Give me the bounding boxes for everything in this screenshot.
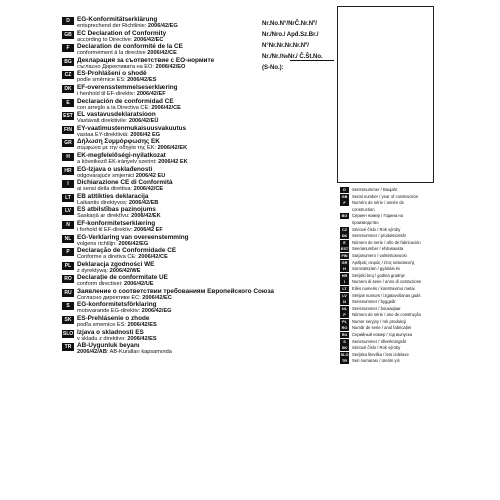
directive-number: 2006/42 EU: [135, 172, 166, 179]
country-code-badge: RO: [341, 326, 348, 331]
serial-label: Αριθμός σειράς / έτος κατασκευής: [352, 259, 415, 265]
directive-number: 2006/42/CE: [133, 186, 164, 193]
country-code-badge: D: [62, 17, 74, 25]
directive-line: [77, 308, 332, 315]
country-code-badge: FIN: [63, 126, 73, 133]
declaration-title: Dichiarazione CE di Conformità: [77, 179, 173, 187]
declaration-title: Заявление о соответствии требованиям Европейского Союза: [77, 287, 274, 295]
declaration-title: Declaração de Conformidade CE: [77, 247, 177, 255]
directive-number: 2006/42 EK: [158, 158, 188, 165]
number-line: Nr./Nro./ Apđ.Sz.Br./: [262, 32, 319, 38]
declaration-entry: [62, 152, 332, 166]
serial-label: Serienummer / tillverkningsår: [352, 338, 407, 344]
declaration-text: [77, 247, 332, 261]
country-code-badge: EST: [340, 247, 349, 252]
country-code-badge: LV: [62, 207, 74, 215]
country-code-badge: GB: [341, 194, 348, 199]
declaration-text: [77, 329, 332, 343]
country-code-badge: SK: [341, 346, 348, 351]
directive-number: 2006/42/EB: [128, 199, 159, 206]
serial-label: Número de serie / año de fabricación: [352, 239, 421, 245]
directive-number: 2006/42/ΕΚ: [157, 145, 188, 152]
directive-number: 2006/42/EO: [155, 63, 186, 70]
directive-line: [77, 77, 332, 84]
country-code-badge: GR: [341, 260, 348, 265]
serial-no-label: (S-No.):: [262, 65, 284, 71]
directive-line: [77, 50, 332, 57]
declaration-entry: [62, 315, 332, 329]
serial-row: [340, 325, 450, 331]
declaration-text: [77, 98, 332, 112]
country-code-badge: GB: [62, 31, 74, 39]
country-code-badge: I: [62, 180, 74, 188]
country-code-badge: PL: [62, 262, 74, 270]
declarations-list: [62, 16, 332, 356]
declaration-text: [77, 342, 332, 356]
country-code-badge: HR: [62, 167, 74, 175]
directive-text: according to Directive:: [77, 36, 134, 43]
directive-text: i henhold til EF-direktiv:: [77, 90, 137, 97]
directive-text: Laikantis direktyvos:: [77, 199, 129, 206]
serial-row: [340, 213, 450, 219]
declaration-title: EK-megfelelőségi-nyilatkozat: [77, 151, 166, 159]
directive-number: 2006/42/EC: [142, 294, 172, 301]
serial-row: [340, 246, 450, 252]
directive-line: [77, 295, 332, 302]
country-code-badge: S: [340, 339, 349, 345]
directive-number: 2006/42 EF: [133, 226, 163, 233]
directive-text: motsvarande EG-direktiv:: [77, 308, 142, 315]
country-code-badge: F: [340, 200, 349, 206]
serial-row: [340, 358, 450, 364]
declaration-text: [77, 152, 332, 166]
declaration-title: ES-Prohlášení o shodě: [77, 70, 147, 78]
directive-number: 2006/42/EC: [133, 36, 164, 43]
declaration-title: AB-Uygunluk beyanı: [77, 342, 140, 350]
serial-label: Serijski broj / godina gradnje: [352, 272, 405, 278]
country-code-badge: BG: [62, 58, 74, 66]
directive-text: con arreglo a la Directiva CE:: [77, 104, 152, 111]
declaration-text: [77, 234, 332, 248]
directive-number: 2006/42/WE: [109, 267, 141, 274]
serial-label: Numer seryjny / rok produkcji: [352, 318, 407, 324]
directive-number: 2006/42/ES: [127, 335, 157, 342]
serial-label: Sorozatszám / gyártási év: [352, 266, 401, 272]
serial-row: [340, 187, 450, 193]
directive-line: [77, 173, 332, 180]
declaration-text: [77, 84, 332, 98]
serial-label: Număr de serie / anul fabricației: [352, 325, 412, 331]
directive-number: 2006/42/CE: [138, 254, 168, 261]
declaration-entry: [62, 288, 332, 302]
serial-row: [340, 332, 450, 338]
country-code-badge: RO: [62, 275, 74, 283]
serial-row: [340, 266, 450, 272]
declaration-title: Declarație de conformitate UE: [77, 274, 168, 282]
declaration-entry: [62, 261, 332, 275]
serial-row: [340, 339, 450, 345]
directive-text: : AB-Kuralları kapsamında: [106, 349, 172, 356]
directive-number: 2006/42/EÜ: [128, 118, 159, 125]
serial-row: [340, 279, 450, 285]
directive-line: [77, 64, 332, 71]
declaration-text: [77, 166, 332, 180]
declaration-title: Declaration de conformité de la CE: [77, 43, 183, 51]
country-code-badge: SLO: [340, 352, 349, 357]
declaration-entry: [62, 220, 332, 234]
directive-line: [77, 227, 332, 234]
serial-row: [340, 306, 450, 312]
serial-row: [340, 207, 450, 213]
serial-row: [340, 200, 450, 206]
directive-number: 2006/42 EG: [130, 131, 161, 138]
directive-line: [77, 200, 332, 207]
country-code-badge: FIN: [341, 253, 348, 258]
directive-text: vastaa EY-direktiiviä:: [77, 131, 131, 138]
serial-label: Numero di serie / anno di costruzione: [352, 279, 422, 285]
country-code-badge: LT: [62, 194, 74, 202]
serial-number-box: [337, 6, 434, 183]
serial-row: [340, 319, 450, 325]
declaration-title: EG-Izjava o usklađenosti: [77, 165, 153, 173]
country-code-badge: N: [340, 299, 349, 305]
serial-row: [340, 352, 450, 358]
directive-line: [77, 105, 332, 112]
serial-label: Серийный номер / год выпуска: [352, 332, 413, 338]
country-code-badge: NL: [62, 235, 74, 243]
serial-label: Seri numarası / üretim yılı: [352, 358, 400, 364]
serial-label: Serienummer / byggeår: [352, 299, 396, 305]
serial-row: [340, 299, 450, 305]
directive-number: 2006/42/CE: [147, 50, 177, 57]
declaration-text: [77, 70, 332, 84]
country-code-badge: H: [340, 266, 349, 272]
serial-label: Sarjanumero / valmistusvuosi: [352, 252, 407, 258]
directive-text: volgens richtlijn:: [77, 240, 119, 247]
declaration-text: [77, 220, 332, 234]
serial-label: Сериен номер / Година на: [352, 213, 403, 219]
country-code-badge: LV: [340, 293, 349, 299]
declaration-title: Декларация за съответствие с ЕО-нормите: [77, 56, 215, 64]
directive-text: съгласно Директивата на ЕО:: [77, 63, 156, 70]
directive-line: [77, 268, 332, 275]
directive-line: [77, 349, 332, 356]
declaration-title: Δήλωση Συμμόρφωσης ΕΚ: [77, 138, 160, 146]
number-line: Nr.No.N°/NrČ.Nr.Nº/: [262, 21, 317, 27]
declaration-entry: [62, 301, 332, 315]
directive-number: 2006/42/EG: [147, 23, 178, 29]
declaration-title: EF-overensstemmelseserklæring: [77, 83, 178, 91]
declaration-title: EY-vaatimustenmukaisuusvakuutus: [77, 124, 187, 132]
declaration-title: ES atbilstības paziņojums: [77, 206, 156, 214]
declaration-text: [77, 57, 332, 71]
country-code-badge: SK: [62, 316, 74, 324]
declaration-text: [77, 125, 332, 139]
number-line: Nr./Nr./№Nr./ Č.Št.No.: [262, 54, 323, 60]
declaration-title: EC Declaration of Conformity: [77, 29, 167, 37]
directive-text: Conforme a diretiva CE:: [77, 254, 139, 261]
directive-text: ai sensi della direttiva:: [77, 186, 134, 193]
declaration-title: EG-konformitetsförklaring: [77, 301, 157, 309]
declaration-entry: [62, 111, 332, 125]
declaration-title: EL vastavusdeklaratsioon: [77, 111, 156, 119]
directive-line: [77, 322, 332, 329]
directive-text: v skladu z direktivo:: [77, 335, 128, 342]
declaration-entry: [62, 179, 332, 193]
declaration-text: [77, 16, 332, 30]
directive-line: [77, 23, 332, 30]
country-code-badge: [340, 207, 349, 213]
directive-number: 2006/42/CE: [151, 104, 181, 111]
declaration-entry: [62, 274, 332, 288]
directive-text: entsprechend der Richtlinie:: [77, 23, 148, 29]
directive-text: Vastavalt direktiivile:: [77, 118, 129, 125]
country-code-badge: DK: [341, 234, 348, 239]
directive-number: 2006/42/AB: [77, 349, 107, 356]
declaration-entry: [62, 57, 332, 71]
serial-label: Serijska številka / leto izdelave: [352, 351, 409, 357]
directive-line: [77, 118, 332, 125]
declaration-text: [77, 138, 332, 152]
serial-label: Sērijas numurs / izgatavošanas gads: [352, 292, 421, 298]
declaration-title: EF-konformitetserklæring: [77, 219, 156, 227]
declaration-text: [77, 193, 332, 207]
country-code-badge: GR: [62, 139, 74, 147]
serial-label: Numéro de série / année de: [352, 200, 404, 206]
country-code-badge: NL: [341, 306, 348, 311]
declaration-text: [77, 30, 332, 44]
serial-label: Serial number / year of construction: [352, 193, 419, 199]
serial-row: [340, 233, 450, 239]
serial-label: construction: [352, 206, 375, 212]
declaration-text: [77, 179, 332, 193]
directive-text: odgovarajuće smjernici: [77, 172, 136, 179]
serial-row: [340, 260, 450, 266]
directive-line: [77, 91, 332, 98]
declaration-title: ES-Prehlásenie o zhode: [77, 315, 150, 323]
country-code-badge: P: [340, 312, 349, 318]
declaration-entry: [62, 43, 332, 57]
country-code-badge: TR: [341, 359, 348, 364]
country-code-badge: CZ: [62, 71, 74, 79]
country-code-badge: H: [62, 153, 74, 161]
declaration-entry: [62, 16, 332, 30]
directive-text: σύμφωνα με την οδηγία της ΕΚ:: [77, 145, 158, 152]
directive-line: [77, 254, 332, 261]
country-code-badge: LT: [340, 286, 349, 292]
directive-number: 2006/42/UE: [123, 281, 154, 288]
declaration-entry: [62, 234, 332, 248]
directive-text: i forhold til EF-direktiv:: [77, 226, 134, 233]
declaration-text: [77, 274, 332, 288]
serial-label: Serienummer / bouwwjaar: [352, 305, 401, 311]
serial-label: производство: [352, 219, 379, 225]
country-code-badge: BG: [341, 214, 348, 219]
country-code-badge: PL: [340, 319, 349, 325]
declaration-entry: [62, 125, 332, 139]
declaration-entry: [62, 70, 332, 84]
declaration-entry: [62, 247, 332, 261]
directive-text: conformément à la directive: [77, 50, 148, 57]
declaration-entry: [62, 98, 332, 112]
country-code-badge: E: [340, 240, 349, 246]
directive-number: 2006/42/ES: [127, 322, 157, 329]
declaration-entry: [62, 206, 332, 220]
serial-label: Eilės numeris / konstravimo metai: [352, 285, 415, 291]
country-code-badge: D: [340, 187, 349, 193]
serial-row: [340, 227, 450, 233]
directive-text: a következő EK-irányelv szerint:: [77, 158, 159, 165]
declaration-entry: [62, 30, 332, 44]
directive-line: [77, 213, 332, 220]
declaration-text: [77, 288, 332, 302]
declaration-title: Declaración de conformidad CE: [77, 97, 174, 105]
country-code-badge: F: [62, 44, 74, 52]
declaration-text: [77, 206, 332, 220]
directive-number: 2006/42/EF: [136, 90, 166, 97]
declaration-entry: [62, 138, 332, 152]
country-code-badge: I: [340, 279, 349, 285]
country-code-badge: [340, 220, 349, 226]
country-code-badge: HR: [341, 273, 348, 278]
declaration-text: [77, 301, 332, 315]
directive-line: [77, 159, 332, 166]
serial-label: Sériové číslo / Rok výroby: [352, 345, 401, 351]
directive-line: [77, 186, 332, 193]
serial-row: [340, 293, 450, 299]
declaration-entry: [62, 342, 332, 356]
directive-line: [77, 281, 332, 288]
declaration-entry: [62, 193, 332, 207]
country-code-badge: TR: [62, 343, 74, 351]
country-code-badge: SLO: [62, 330, 74, 337]
declaration-title: EG-Konformitätserklärung: [77, 16, 158, 23]
declaration-title: Deklaracja zgodności WE: [77, 260, 155, 268]
country-code-badge: N: [62, 221, 74, 229]
directive-line: [77, 37, 332, 44]
country-code-badge: P: [62, 248, 74, 256]
declaration-title: EB atitikties deklaracija: [77, 192, 149, 200]
serial-label: Serienummer / produktionsår: [352, 233, 406, 239]
serial-row: [340, 240, 450, 246]
declaration-text: [77, 43, 332, 57]
country-code-badge: CZ: [341, 227, 348, 232]
directive-text: Согласно директиве ЕС:: [77, 294, 143, 301]
directive-number: 2006/42/EG: [118, 240, 149, 247]
declaration-entry: [62, 329, 332, 343]
country-code-badge: E: [62, 99, 74, 107]
declaration-entry: [62, 84, 332, 98]
serial-row: [340, 253, 450, 259]
directive-number: 2006/42/ES: [127, 77, 157, 84]
serial-label: Número de série / ano de construção: [352, 312, 421, 318]
serial-row: [340, 312, 450, 318]
declaration-title: Izjava o skladnosti ES: [77, 328, 144, 336]
directive-number: 2006/42/EK: [131, 213, 161, 220]
directive-line: [77, 241, 332, 248]
directive-text: Saskaņā ar direktīvu:: [77, 213, 132, 220]
serial-label: Seriennummer / Baujahr: [352, 187, 398, 192]
declaration-entry: [62, 166, 332, 180]
directive-line: [77, 145, 332, 152]
serial-year-list: [340, 187, 450, 365]
country-code-badge: DK: [62, 85, 74, 93]
declaration-text: [77, 111, 332, 125]
serial-label: Sériové číslo / Rok výroby: [352, 226, 401, 232]
serial-row: [340, 220, 450, 226]
country-code-badge: RU: [62, 289, 74, 297]
directive-text: z dyrektywą:: [77, 267, 110, 274]
number-line: N°Nr.Nr.Nr.Nr.Nº/: [262, 43, 309, 49]
serial-label: Seerianumber / ehitusaasta: [352, 246, 404, 252]
directive-number: 2006/42/EG: [141, 308, 172, 315]
country-code-badge: RU: [341, 333, 348, 338]
serial-row: [340, 345, 450, 351]
country-code-badge: S: [62, 302, 74, 310]
directive-line: [77, 336, 332, 343]
declaration-title: EG-Verklaring van overeenstemming: [77, 233, 189, 241]
directive-text: conform directivei:: [77, 281, 124, 288]
directive-text: podľa smernice ES:: [77, 322, 128, 329]
directive-text: podle směrnice ES:: [77, 77, 128, 84]
declaration-text: [77, 315, 332, 329]
serial-row: [340, 286, 450, 292]
serial-row: [340, 273, 450, 279]
serial-row: [340, 194, 450, 200]
declaration-text: [77, 261, 332, 275]
country-code-badge: EST: [63, 113, 73, 120]
